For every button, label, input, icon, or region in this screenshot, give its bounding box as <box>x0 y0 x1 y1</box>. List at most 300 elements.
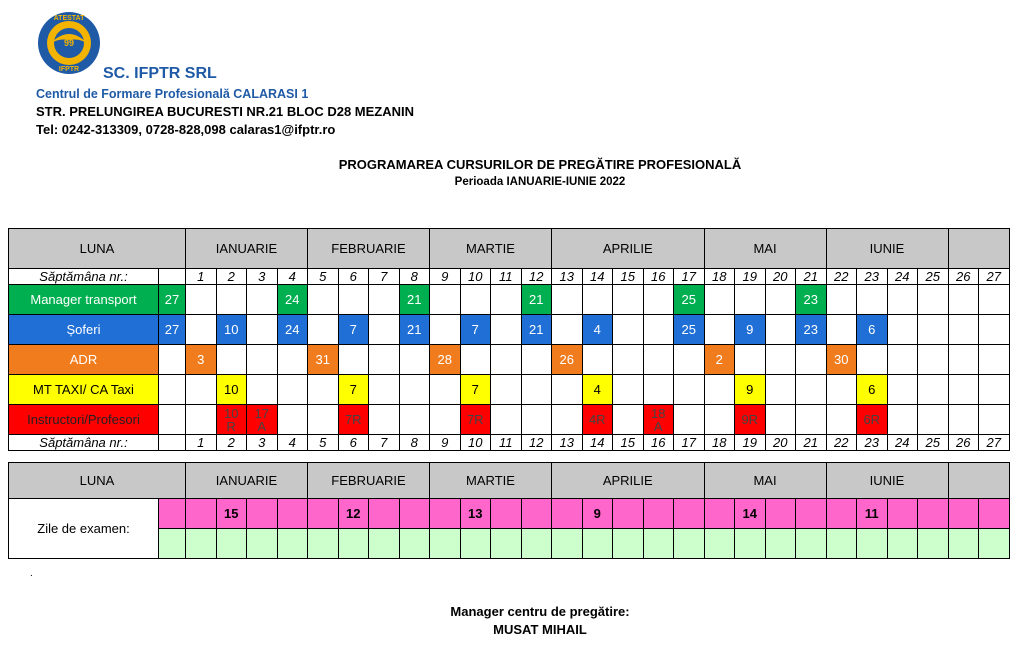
week-number: 14 <box>582 435 613 451</box>
month-iunie: IUNIE <box>826 463 948 499</box>
schedule-cell <box>796 345 827 375</box>
exam-day-cell <box>491 499 522 529</box>
course-label: Manager transport <box>9 285 159 315</box>
exam-day-cell <box>277 499 308 529</box>
schedule-cell <box>948 375 979 405</box>
week-number: 18 <box>704 435 735 451</box>
schedule-cell: 23 <box>796 285 827 315</box>
exam-day-cell <box>430 499 461 529</box>
schedule-cell: 10 R <box>216 405 247 435</box>
course-label: MT TAXI/ CA Taxi <box>9 375 159 405</box>
week-number: 24 <box>887 269 918 285</box>
exam-blank-cell <box>765 529 796 559</box>
exam-blank-cell <box>460 529 491 559</box>
schedule-cell <box>613 315 644 345</box>
exam-blank-cell <box>521 529 552 559</box>
schedule-cell: 17 A <box>247 405 278 435</box>
week-number: 15 <box>613 269 644 285</box>
schedule-cell: 4R <box>582 405 613 435</box>
schedule-cell: 28 <box>430 345 461 375</box>
schedule-cell <box>826 285 857 315</box>
week-number: 14 <box>582 269 613 285</box>
schedule-cell <box>552 375 583 405</box>
schedule-cell <box>216 345 247 375</box>
schedule-cell <box>308 285 339 315</box>
month-header-row-exam <box>9 463 1010 499</box>
exam-day-cell <box>186 499 217 529</box>
month-aprilie: APRILIE <box>552 229 705 269</box>
manager-title: Manager centru de pregătire: <box>450 604 630 619</box>
company-name: SC. IFPTR SRL <box>103 65 217 82</box>
schedule-cell <box>674 375 705 405</box>
contact-line: Tel: 0242-313309, 0728-828,098 calaras1@ifptr.ro <box>36 122 336 137</box>
schedule-cell <box>613 375 644 405</box>
schedule-cell <box>369 405 400 435</box>
week-number: 11 <box>491 435 522 451</box>
schedule-cell: 7 <box>338 375 369 405</box>
schedule-cell <box>979 405 1010 435</box>
week-number: 16 <box>643 269 674 285</box>
schedule-cell: 2 <box>704 345 735 375</box>
month-mai: MAI <box>704 463 826 499</box>
exam-day-cell <box>918 499 949 529</box>
schedule-cell <box>948 405 979 435</box>
week-number: 2 <box>216 435 247 451</box>
schedule-cell <box>826 375 857 405</box>
week-number: 21 <box>796 269 827 285</box>
month-empty <box>948 229 1009 269</box>
schedule-cell: 27 <box>159 285 186 315</box>
week-number: 2 <box>216 269 247 285</box>
svg-text:99: 99 <box>63 38 75 48</box>
exam-blank-cell <box>491 529 522 559</box>
week-number: 6 <box>338 435 369 451</box>
atestat-logo <box>36 10 102 76</box>
week-number: 23 <box>857 435 888 451</box>
schedule-cell <box>643 285 674 315</box>
schedule-cell: 24 <box>277 285 308 315</box>
week-number: 19 <box>735 269 766 285</box>
schedule-cell: 18 A <box>643 405 674 435</box>
exam-day-cell <box>826 499 857 529</box>
schedule-cell <box>491 375 522 405</box>
schedule-cell <box>159 345 186 375</box>
schedule-cell <box>857 345 888 375</box>
schedule-cell <box>613 345 644 375</box>
schedule-cell <box>369 285 400 315</box>
schedule-cell <box>948 285 979 315</box>
exam-green-row <box>9 529 1010 559</box>
exam-blank-cell <box>735 529 766 559</box>
schedule-cell: 21 <box>521 315 552 345</box>
schedule-cell <box>613 405 644 435</box>
schedule-cell: 21 <box>521 285 552 315</box>
schedule-cell: 4 <box>582 315 613 345</box>
week-number: 10 <box>460 269 491 285</box>
exam-blank-cell <box>552 529 583 559</box>
month-header-row <box>9 229 1010 269</box>
exam-day-cell <box>765 499 796 529</box>
schedule-cell <box>674 405 705 435</box>
schedule-cell <box>552 315 583 345</box>
schedule-cell <box>704 285 735 315</box>
schedule-cell <box>948 315 979 345</box>
luna-label: LUNA <box>9 229 186 269</box>
exam-day-cell: 12 <box>338 499 369 529</box>
schedule-cell <box>735 285 766 315</box>
schedule-cell: 3 <box>186 345 217 375</box>
exam-blank-cell <box>887 529 918 559</box>
schedule-cell <box>918 405 949 435</box>
week-number: 9 <box>430 269 461 285</box>
exam-blank-cell <box>948 529 979 559</box>
week-number: 22 <box>826 269 857 285</box>
exam-day-cell <box>521 499 552 529</box>
exam-pink-row <box>9 499 1010 529</box>
exam-day-cell <box>308 499 339 529</box>
schedule-cell <box>277 405 308 435</box>
schedule-cell: 7 <box>460 315 491 345</box>
stray-dot: . <box>30 568 33 579</box>
schedule-cell <box>552 405 583 435</box>
week-number: 24 <box>887 435 918 451</box>
exam-blank-cell <box>918 529 949 559</box>
exam-day-cell <box>399 499 430 529</box>
schedule-cell <box>674 345 705 375</box>
month-februarie: FEBRUARIE <box>308 463 430 499</box>
schedule-cell: 6R <box>857 405 888 435</box>
week-number: 1 <box>186 269 217 285</box>
schedule-cell <box>338 345 369 375</box>
schedule-cell: 21 <box>399 285 430 315</box>
week-number: 16 <box>643 435 674 451</box>
schedule-cell <box>430 285 461 315</box>
schedule-cell <box>521 375 552 405</box>
week-number: 27 <box>979 269 1010 285</box>
exam-day-cell: 15 <box>216 499 247 529</box>
schedule-cell <box>979 285 1010 315</box>
week-number: 4 <box>277 435 308 451</box>
week-number-row <box>9 435 1010 451</box>
exam-blank-cell <box>979 529 1010 559</box>
exam-blank-cell <box>399 529 430 559</box>
schedule-cell <box>613 285 644 315</box>
week-number: 15 <box>613 435 644 451</box>
schedule-cell <box>887 375 918 405</box>
week-number: 11 <box>491 269 522 285</box>
exam-blank-cell <box>704 529 735 559</box>
exam-blank-cell <box>186 529 217 559</box>
schedule-cell <box>308 405 339 435</box>
schedule-cell <box>186 405 217 435</box>
exam-days-label: Zile de examen: <box>9 499 159 559</box>
schedule-cell <box>765 405 796 435</box>
schedule-cell: 9 <box>735 375 766 405</box>
exam-day-cell: 9 <box>582 499 613 529</box>
course-label: ADR <box>9 345 159 375</box>
week-number: 1 <box>186 435 217 451</box>
schedule-cell: 25 <box>674 285 705 315</box>
schedule-cell <box>491 315 522 345</box>
week-number: 17 <box>674 435 705 451</box>
schedule-cell <box>887 405 918 435</box>
course-row <box>9 285 1010 315</box>
schedule-cell <box>247 285 278 315</box>
week-extra <box>159 269 186 285</box>
schedule-cell <box>582 345 613 375</box>
schedule-cell: 21 <box>399 315 430 345</box>
schedule-cell: 26 <box>552 345 583 375</box>
schedule-cell <box>521 345 552 375</box>
course-label: Instructori/Profesori <box>9 405 159 435</box>
schedule-cell: 6 <box>857 315 888 345</box>
week-number: 4 <box>277 269 308 285</box>
schedule-cell <box>186 285 217 315</box>
schedule-cell <box>552 285 583 315</box>
schedule-cell: 25 <box>674 315 705 345</box>
month-martie: MARTIE <box>430 229 552 269</box>
week-number: 3 <box>247 435 278 451</box>
schedule-cell: 7 <box>338 315 369 345</box>
schedule-cell <box>399 405 430 435</box>
schedule-cell <box>369 375 400 405</box>
schedule-cell <box>918 345 949 375</box>
week-number: 19 <box>735 435 766 451</box>
exam-day-cell <box>979 499 1010 529</box>
schedule-cell <box>369 345 400 375</box>
schedule-cell <box>247 315 278 345</box>
schedule-cell <box>460 345 491 375</box>
week-number: 7 <box>369 435 400 451</box>
schedule-cell <box>979 375 1010 405</box>
schedule-cell: 10 <box>216 315 247 345</box>
schedule-cell <box>430 315 461 345</box>
exam-blank-cell <box>582 529 613 559</box>
exam-day-cell <box>643 499 674 529</box>
schedule-cell <box>704 315 735 345</box>
week-number: 7 <box>369 269 400 285</box>
schedule-cell <box>159 405 186 435</box>
week-number: 8 <box>399 435 430 451</box>
week-number: 13 <box>552 269 583 285</box>
schedule-cell <box>918 285 949 315</box>
month-iunie: IUNIE <box>826 229 948 269</box>
schedule-cell: 9R <box>735 405 766 435</box>
week-number: 10 <box>460 435 491 451</box>
exam-blank-cell <box>613 529 644 559</box>
schedule-cell <box>399 375 430 405</box>
schedule-cell <box>643 315 674 345</box>
svg-text:IFPTR: IFPTR <box>58 66 80 73</box>
schedule-cell <box>430 375 461 405</box>
exam-blank-cell <box>643 529 674 559</box>
schedule-cell: 4 <box>582 375 613 405</box>
manager-name: MUSAT MIHAIL <box>493 622 587 637</box>
week-number: 12 <box>521 435 552 451</box>
schedule-cell <box>247 375 278 405</box>
month-mai: MAI <box>704 229 826 269</box>
schedule-cell <box>887 315 918 345</box>
schedule-cell <box>186 375 217 405</box>
exam-blank-cell <box>159 529 186 559</box>
exam-blank-cell <box>369 529 400 559</box>
schedule-cell: 7 <box>460 375 491 405</box>
week-number: 21 <box>796 435 827 451</box>
week-number: 26 <box>948 269 979 285</box>
schedule-cell <box>796 405 827 435</box>
exam-day-cell <box>613 499 644 529</box>
schedule-cell: 24 <box>277 315 308 345</box>
month-ianuarie: IANUARIE <box>186 463 308 499</box>
schedule-cell <box>887 285 918 315</box>
period-subtitle: Perioada IANUARIE-IUNIE 2022 <box>454 176 626 188</box>
schedule-cell: 10 <box>216 375 247 405</box>
schedule-cell <box>704 375 735 405</box>
schedule-cell: 30 <box>826 345 857 375</box>
address: STR. PRELUNGIREA BUCURESTI NR.21 BLOC D28 MEZANIN <box>36 104 414 119</box>
schedule-cell <box>430 405 461 435</box>
schedule-cell <box>796 375 827 405</box>
schedule-cell <box>491 285 522 315</box>
week-number: 5 <box>308 269 339 285</box>
exam-day-cell <box>887 499 918 529</box>
week-number-row <box>9 269 1010 285</box>
schedule-cell <box>887 345 918 375</box>
schedule-cell <box>918 315 949 345</box>
week-extra <box>159 435 186 451</box>
center-name: Centrul de Formare Profesională CALARASI 1 <box>36 87 309 101</box>
week-number: 17 <box>674 269 705 285</box>
schedule-cell <box>857 285 888 315</box>
exam-blank-cell <box>796 529 827 559</box>
month-februarie: FEBRUARIE <box>308 229 430 269</box>
schedule-cell <box>159 375 186 405</box>
week-number: 27 <box>979 435 1010 451</box>
schedule-cell: 31 <box>308 345 339 375</box>
schedule-cell: 23 <box>796 315 827 345</box>
exam-blank-cell <box>277 529 308 559</box>
exam-blank-cell <box>430 529 461 559</box>
exam-day-cell: 13 <box>460 499 491 529</box>
exam-day-cell <box>674 499 705 529</box>
schedule-cell <box>491 405 522 435</box>
week-number: 26 <box>948 435 979 451</box>
course-label: Șoferi <box>9 315 159 345</box>
exam-day-cell: 11 <box>857 499 888 529</box>
schedule-cell <box>826 405 857 435</box>
schedule-cell <box>765 315 796 345</box>
week-number: 22 <box>826 435 857 451</box>
schedule-cell <box>277 345 308 375</box>
week-number: 25 <box>918 435 949 451</box>
schedule-cell <box>399 345 430 375</box>
month-empty <box>948 463 1009 499</box>
month-martie: MARTIE <box>430 463 552 499</box>
week-number: 18 <box>704 269 735 285</box>
exam-blank-cell <box>338 529 369 559</box>
schedule-cell: 7R <box>460 405 491 435</box>
week-label: Săptămâna nr.: <box>9 435 159 451</box>
svg-text:ATESTAT: ATESTAT <box>53 15 85 22</box>
schedule-cell <box>247 345 278 375</box>
schedule-cell <box>308 315 339 345</box>
exam-blank-cell <box>826 529 857 559</box>
exam-blank-cell <box>247 529 278 559</box>
month-ianuarie: IANUARIE <box>186 229 308 269</box>
schedule-cell <box>369 315 400 345</box>
schedule-cell <box>216 285 247 315</box>
course-row <box>9 345 1010 375</box>
schedule-cell: 9 <box>735 315 766 345</box>
exam-day-cell <box>552 499 583 529</box>
schedule-cell <box>643 345 674 375</box>
schedule-cell <box>735 345 766 375</box>
exam-blank-cell <box>674 529 705 559</box>
schedule-cell <box>948 345 979 375</box>
week-number: 8 <box>399 269 430 285</box>
week-number: 20 <box>765 435 796 451</box>
schedule-cell <box>979 345 1010 375</box>
exam-days-table <box>8 462 1010 559</box>
schedule-cell <box>277 375 308 405</box>
course-row <box>9 315 1010 345</box>
schedule-cell <box>186 315 217 345</box>
schedule-cell <box>826 315 857 345</box>
exam-blank-cell <box>308 529 339 559</box>
schedule-cell <box>765 375 796 405</box>
week-number: 3 <box>247 269 278 285</box>
schedule-cell <box>491 345 522 375</box>
exam-day-cell <box>369 499 400 529</box>
exam-day-cell <box>704 499 735 529</box>
week-number: 23 <box>857 269 888 285</box>
exam-day-cell <box>796 499 827 529</box>
week-number: 6 <box>338 269 369 285</box>
exam-day-cell <box>247 499 278 529</box>
exam-blank-cell <box>216 529 247 559</box>
week-number: 12 <box>521 269 552 285</box>
schedule-cell <box>918 375 949 405</box>
exam-day-cell <box>159 499 186 529</box>
exam-blank-cell <box>857 529 888 559</box>
course-row <box>9 375 1010 405</box>
schedule-cell: 27 <box>159 315 186 345</box>
week-number: 20 <box>765 269 796 285</box>
exam-day-cell <box>948 499 979 529</box>
schedule-cell <box>765 285 796 315</box>
schedule-table <box>8 228 1010 451</box>
schedule-cell: 6 <box>857 375 888 405</box>
schedule-cell: 7R <box>338 405 369 435</box>
schedule-cell <box>582 285 613 315</box>
week-number: 9 <box>430 435 461 451</box>
schedule-cell <box>643 375 674 405</box>
course-row <box>9 405 1010 435</box>
week-number: 25 <box>918 269 949 285</box>
week-label: Săptămâna nr.: <box>9 269 159 285</box>
schedule-cell <box>704 405 735 435</box>
month-aprilie: APRILIE <box>552 463 705 499</box>
week-number: 5 <box>308 435 339 451</box>
page-title: PROGRAMAREA CURSURILOR DE PREGĂTIRE PROFESIONALĂ <box>338 157 742 172</box>
week-number: 13 <box>552 435 583 451</box>
schedule-cell <box>979 315 1010 345</box>
exam-day-cell: 14 <box>735 499 766 529</box>
schedule-cell <box>338 285 369 315</box>
schedule-cell <box>765 345 796 375</box>
schedule-cell <box>308 375 339 405</box>
schedule-cell <box>521 405 552 435</box>
